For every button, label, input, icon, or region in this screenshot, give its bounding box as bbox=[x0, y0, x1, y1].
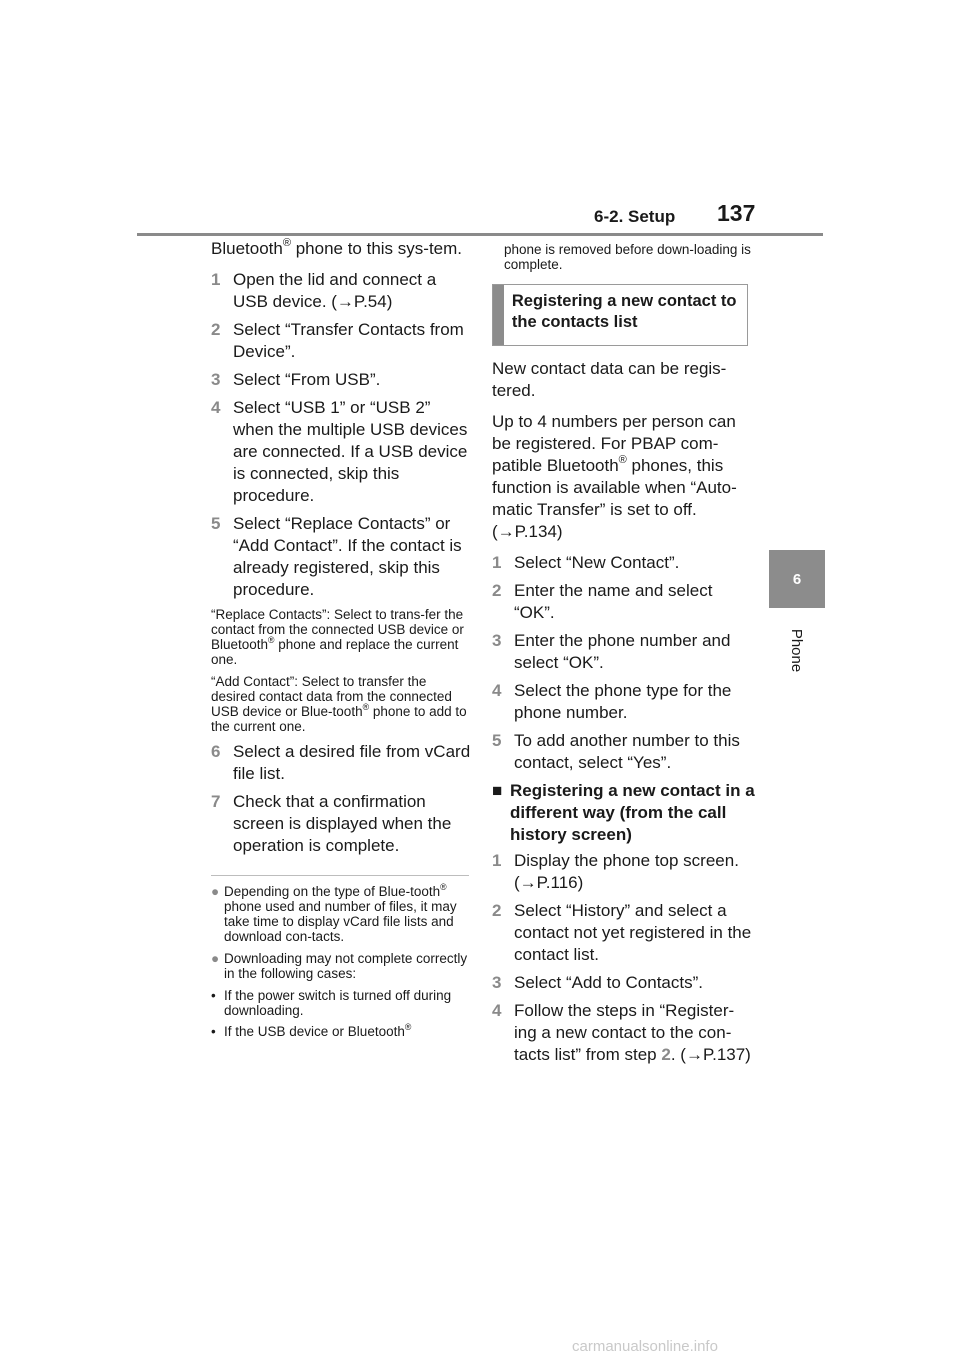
header-section-title: 6-2. Setup bbox=[594, 207, 676, 226]
step-item: 1 Open the lid and connect a USB device. (→P.54) bbox=[211, 270, 437, 311]
step-item: 7 Check that a confirmation screen is displayed when the operation is complete. bbox=[211, 792, 452, 855]
bullet-dot-icon: ● bbox=[211, 884, 220, 899]
left-column bbox=[211, 238, 471, 1045]
right-column bbox=[492, 242, 756, 1072]
header-rule bbox=[137, 233, 823, 236]
subheading: ■ Registering a new contact in a different way (from the call history screen) bbox=[492, 781, 755, 844]
step-item: 4 Follow the steps in “Register-ing a new contact to the con-tacts list” from step 2. (→P.137) bbox=[492, 1001, 751, 1064]
page-number: 137 bbox=[717, 200, 756, 226]
step-item: 4 Select the phone type for the phone number. bbox=[492, 681, 732, 722]
paragraph-numbers: Up to 4 numbers per person can be registered. For PBAP com-patible Bluetooth® phones, this function is available when “Auto-matic Transfer” is set to off. (→P.134) bbox=[492, 412, 737, 541]
step-item: 1 Display the phone top screen. (→P.116) bbox=[492, 851, 739, 892]
step-item: 5 To add another number to this contact, select “Yes”. bbox=[492, 731, 740, 772]
paragraph-new-contact: New contact data can be regis-tered. bbox=[492, 359, 727, 400]
step-list-a bbox=[211, 269, 471, 601]
step-item: 4 Select “USB 1” or “USB 2” when the multiple USB devices are connected. If a USB device is connected, skip this procedure. bbox=[211, 398, 468, 505]
chapter-label-text: Phone bbox=[788, 628, 806, 672]
chapter-tab: 6 bbox=[769, 550, 825, 608]
note-sub-bullet: • If the power switch is turned off during downloading. bbox=[211, 988, 452, 1018]
step-list-c bbox=[492, 552, 756, 774]
watermark: carmanualsonline.info bbox=[572, 1338, 718, 1355]
step-item: 6 Select a desired file from vCard file list. bbox=[211, 742, 471, 783]
heading-bar bbox=[493, 285, 504, 345]
note-sub-bullet: • If the USB device or Bluetooth® bbox=[211, 1021, 412, 1039]
step-item: 5 Select “Replace Contacts” or “Add Contact”. If the contact is already registered, skip this procedure. bbox=[211, 514, 462, 599]
note-replace-contacts: “Replace Contacts”: Select to trans-fer the contact from the connected USB device or Bluetooth® phone and replace the current one. bbox=[211, 607, 464, 667]
step-item: 2 Select “History” and select a contact not yet registered in the contact list. bbox=[492, 901, 752, 964]
section-heading: Registering a new contact to the contacts list bbox=[511, 292, 737, 331]
intro-paragraph: Bluetooth® phone to this sys-tem. bbox=[211, 237, 463, 258]
section-heading-box bbox=[492, 284, 748, 346]
note-bullet: ● Downloading may not complete correctly in the following cases: bbox=[211, 951, 468, 981]
step-list-d bbox=[492, 850, 756, 1066]
step-item: 3 Select “From USB”. bbox=[211, 370, 381, 389]
step-item: 3 Enter the phone number and select “OK”. bbox=[492, 631, 731, 672]
step-item: 2 Select “Transfer Contacts from Device”. bbox=[211, 320, 464, 361]
note-continuation: phone is removed before down-loading is complete. bbox=[504, 242, 751, 272]
bullet-dot-icon: ● bbox=[211, 951, 220, 966]
square-bullet-icon: ■ bbox=[492, 781, 503, 800]
step-item: 3 Select “Add to Contacts”. bbox=[492, 973, 703, 992]
step-list-b bbox=[211, 741, 471, 857]
note-bullet: ● Depending on the type of Blue-tooth® phone used and number of files, it may take time to display vCard file lists and download con-tacts. bbox=[211, 881, 457, 944]
step-item: 2 Enter the name and select “OK”. bbox=[492, 581, 713, 622]
step-item: 1 Select “New Contact”. bbox=[492, 553, 680, 572]
notes-divider bbox=[211, 875, 469, 876]
chapter-label bbox=[769, 620, 825, 680]
note-add-contact: “Add Contact”: Select to transfer the desired contact data from the connected USB device or Blue-tooth® phone to add to the current one. bbox=[211, 674, 467, 734]
